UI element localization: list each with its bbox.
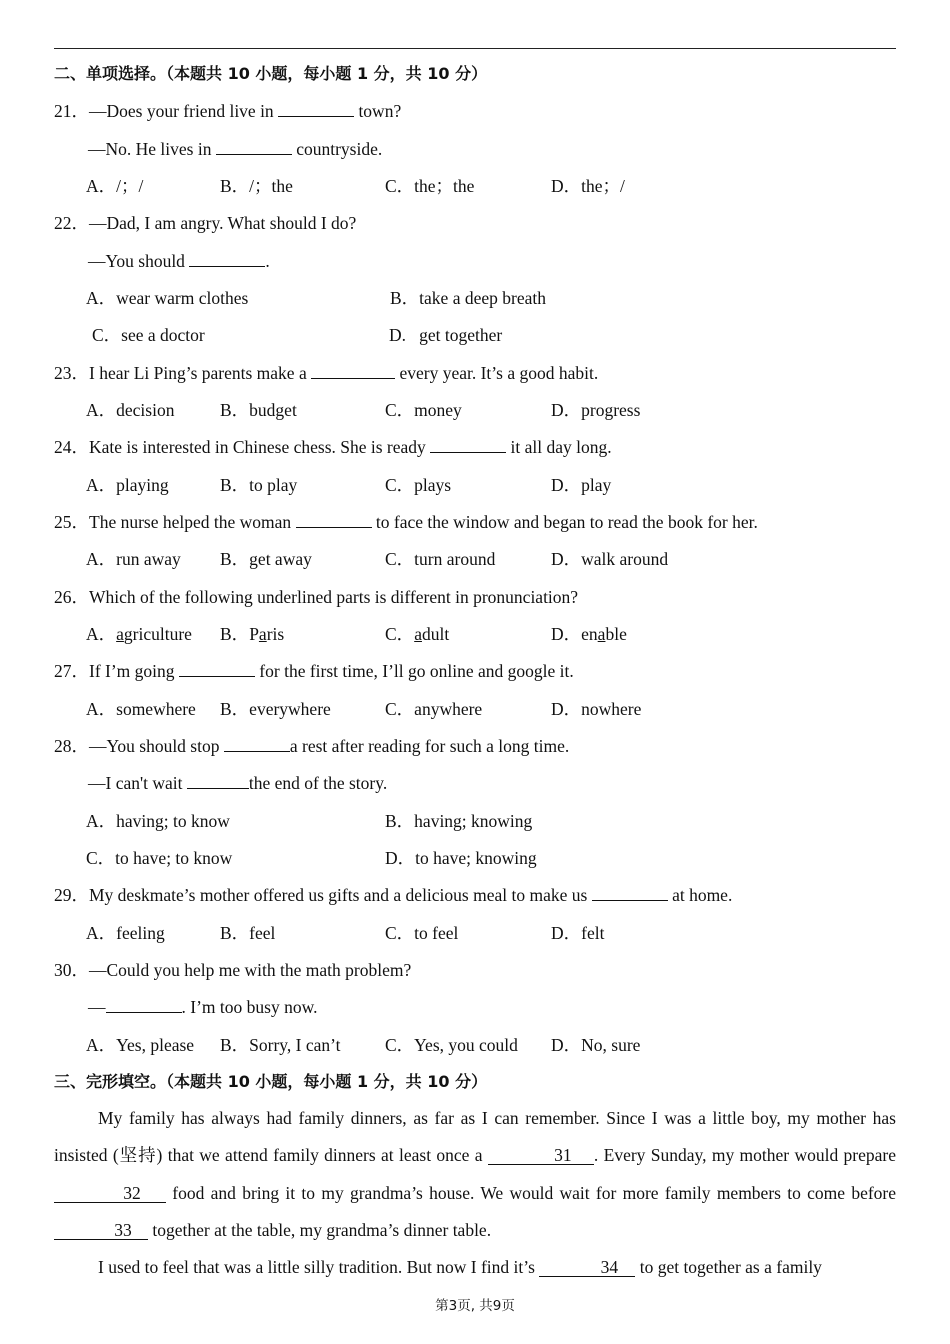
question-30-option-a: A．Yes, please [86,1035,195,1055]
question-21-option-d: D．the；/ [551,176,625,196]
answer-blank [106,996,182,1013]
question-24-option-b: B．to play [220,475,298,495]
question-25-option-b: B．get away [220,549,312,569]
question-27-option-d: D．nowhere [551,699,642,719]
question-26-option-b: B．Paris [220,624,285,644]
answer-blank [224,735,290,752]
question-25-option-c: C．turn around [385,549,496,569]
question-27-option-a: A．somewhere [86,699,196,719]
answer-blank [216,138,292,155]
question-22-option-a: A．wear warm clothes [86,288,249,308]
answer-blank [430,436,506,453]
question-22-option-c: C．see a doctor [92,325,205,345]
question-29-option-b: B．feel [220,923,276,943]
answer-blank [189,250,265,267]
question-22-line2: —You should . [88,251,270,271]
question-24-option-a: A．playing [86,475,169,495]
cloze-paragraph-1: My family has always had family dinners, as far as I can remember. Since I was a little boy, my mother has insisted (坚持) that we attend family dinners at least once a 31 . Every Sunday, my mother would prepare 32 food and bring it to my grandma’s house. We would wait for more family members to come before 33 together at the table, my grandma’s dinner table. [54,1108,897,1240]
question-22-stem: 22．—Dad, I am angry. What should I do? [54,213,357,233]
question-24-stem: 24．Kate is interested in Chinese chess. She is ready it all day long. [54,437,612,457]
page-number: 第3页, 共9页 [435,1298,515,1314]
question-26-option-a: A．agriculture [86,624,192,644]
question-28-stem: 28．—You should stop a rest after reading for such a long time. [54,736,570,756]
question-26-stem: 26．Which of the following underlined parts is different in pronunciation? [54,587,579,607]
question-21-option-b: B．/；the [220,176,293,196]
question-22-option-d: D. get together [389,325,503,345]
cloze-blank-32: 32 [54,1184,166,1203]
question-23-stem: 23．I hear Li Ping’s parents make a every year. It’s a good habit. [54,363,599,383]
cloze-passage [54,1100,896,1286]
question-25-option-d: D．walk around [551,549,669,569]
answer-blank [278,100,354,117]
question-21-stem: 21．—Does your friend live in town? [54,101,402,121]
answer-blank [592,884,668,901]
answer-blank [311,362,395,379]
question-25-stem: 25．The nurse helped the woman to face the window and began to read the book for her. [54,512,758,532]
cloze-blank-31: 31 [488,1146,594,1165]
question-27-stem: 27．If I’m going for the first time, I’ll go online and google it. [54,661,574,681]
question-25-option-a: A．run away [86,549,181,569]
section-heading-3: 三、完形填空。（本题共 10 小题，每小题 1 分，共 10 分） [54,1072,488,1091]
question-26-option-c: C．adult [385,624,450,644]
question-23-option-a: A．decision [86,400,175,420]
question-27-option-b: B．everywhere [220,699,331,719]
question-28-option-b: B．having; knowing [385,811,533,831]
question-22-option-b: B．take a deep breath [390,288,546,308]
question-23-option-d: D．progress [551,400,641,420]
question-26-option-d: D．enable [551,624,627,644]
cloze-blank-34: 34 [539,1258,635,1277]
question-30-option-b: B．Sorry, I can’t [220,1035,341,1055]
answer-blank [179,660,255,677]
question-29-stem: 29．My deskmate’s mother offered us gifts and a delicious meal to make us at home. [54,885,733,905]
answer-blank [187,772,249,789]
question-30-option-c: C．Yes, you could [385,1035,518,1055]
question-21-line2: —No. He lives in countryside. [88,139,383,159]
question-28-option-d: D．to have; knowing [385,848,537,868]
cloze-blank-33: 33 [54,1221,148,1240]
section-heading-2: 二、单项选择。（本题共 10 小题，每小题 1 分，共 10 分） [54,64,488,83]
question-21-option-c: C．the；the [385,176,475,196]
question-28-option-c: C．to have; to know [86,848,233,868]
question-30-option-d: D．No, sure [551,1035,641,1055]
question-30-stem: 30．—Could you help me with the math problem? [54,960,412,980]
question-23-option-b: B．budget [220,400,297,420]
question-29-option-d: D．felt [551,923,605,943]
answer-blank [296,511,372,528]
question-29-option-a: A．feeling [86,923,165,943]
question-28-line2: —I can't wait the end of the story. [88,773,388,793]
question-27-option-c: C．anywhere [385,699,483,719]
question-28-option-a: A．having; to know [86,811,230,831]
question-21-option-a: A．/；/ [86,176,144,196]
question-24-option-d: D．play [551,475,612,495]
question-24-option-c: C．plays [385,475,452,495]
question-30-line2: — . I’m too busy now. [88,997,318,1017]
cloze-paragraph-2: I used to feel that was a little silly tradition. But now I find it’s 34 to get together as a family [98,1257,822,1278]
top-rule [54,48,896,49]
question-29-option-c: C．to feel [385,923,459,943]
question-23-option-c: C．money [385,400,462,420]
